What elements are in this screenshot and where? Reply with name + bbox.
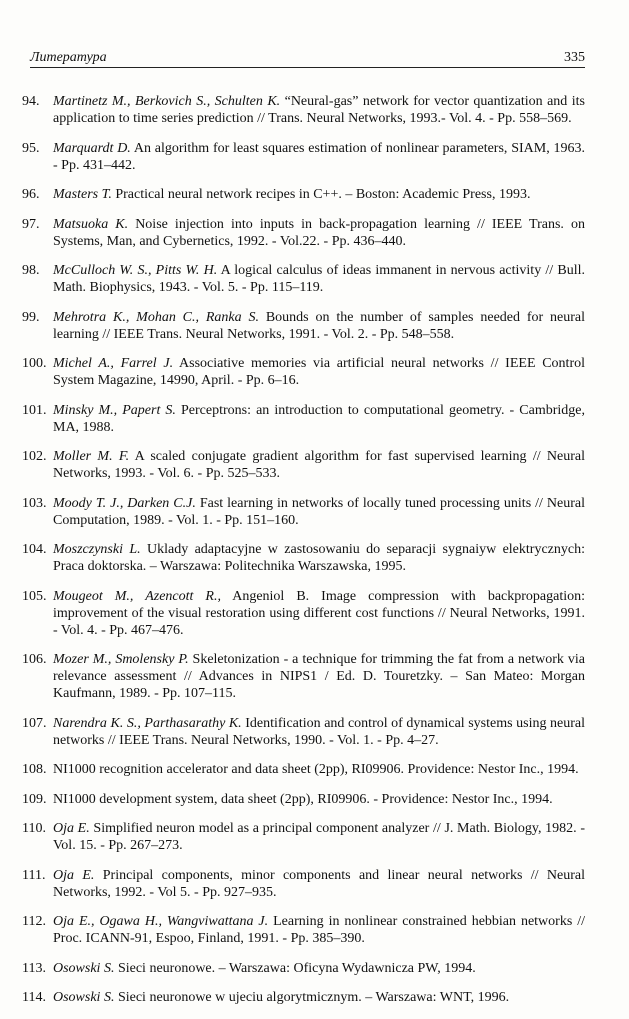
- reference-authors: Osowski S.: [53, 960, 115, 976]
- reference-text: [53, 495, 585, 529]
- reference-number: 109.: [22, 791, 47, 807]
- reference-text: [53, 262, 585, 296]
- reference-number: 104.: [22, 542, 47, 557]
- reference-text: [53, 867, 585, 901]
- reference-item: [22, 262, 585, 296]
- reference-item: [22, 402, 585, 436]
- reference-number: 99.: [22, 309, 40, 325]
- reference-text: [53, 651, 585, 702]
- reference-description: Angeniol B. Image compression with backpropagation: improvement of the visual restoration using different cost functions // Neural Networks, 1991. - Vol. 4. - Pp. 467–476.: [53, 588, 586, 638]
- reference-text: [53, 820, 585, 854]
- reference-description: Learning in nonlinear constrained hebbian networks // Proc. ICANN-91, Espoo, Finland, 1991. - Pp. 385–390.: [53, 914, 586, 946]
- reference-item: [22, 309, 585, 343]
- reference-item: [22, 448, 585, 482]
- reference-description: A scaled conjugate gradient algorithm for fast supervised learning // Neural Networks, 1993. - Vol. 6. - Pp. 525–533.: [53, 449, 585, 481]
- reference-text: [53, 140, 585, 174]
- reference-authors: Mougeot M., Azencott R.,: [53, 588, 221, 604]
- reference-item: [22, 867, 585, 901]
- reference-authors: Oja E., Ogawa H., Wangviwattana J.: [53, 914, 269, 929]
- reference-text: [53, 93, 585, 127]
- reference-number: 103.: [22, 495, 47, 511]
- reference-item: [22, 93, 585, 127]
- reference-description: Noise injection into inputs in back-propagation learning // IEEE Trans. on Systems, Man, and Cybernetics, 1992. - Vol.22. - Pp. 436–440.: [53, 216, 585, 249]
- reference-number: 112.: [22, 914, 46, 929]
- reference-description: Associative memories via artificial neural networks // IEEE Control System Magazine, 14990, April. - Pp. 6–16.: [53, 356, 585, 388]
- reference-item: [22, 791, 585, 808]
- reference-number: 107.: [22, 715, 47, 731]
- reference-description: NI1000 development system, data sheet (2pp), RI09906. - Providence: Nestor Inc., 1994.: [53, 791, 553, 807]
- reference-number: 97.: [22, 216, 40, 232]
- reference-number: 95.: [22, 140, 40, 156]
- reference-item: [22, 651, 585, 702]
- reference-number: 96.: [22, 187, 40, 202]
- running-title: Литература: [30, 50, 107, 65]
- reference-authors: Moller M. F.: [53, 449, 130, 464]
- reference-text: [53, 913, 585, 947]
- reference-number: 94.: [22, 94, 40, 109]
- reference-item: [22, 541, 585, 575]
- reference-item: [22, 761, 585, 778]
- reference-description: Principal components, minor components and linear neural networks // Neural Networks, 1992. - Vol 5. - Pp. 927–935.: [53, 867, 585, 900]
- reference-text: [53, 715, 585, 749]
- reference-number: 98.: [22, 263, 40, 278]
- reference-item: [22, 960, 585, 977]
- reference-item: [22, 820, 585, 854]
- reference-item: [22, 495, 585, 529]
- reference-authors: Marquardt D.: [53, 140, 131, 156]
- reference-number: 105.: [22, 588, 47, 604]
- page-header: [30, 50, 585, 68]
- reference-item: [22, 355, 585, 389]
- reference-item: [22, 216, 585, 250]
- reference-text: [53, 541, 585, 575]
- reference-number: 106.: [22, 652, 47, 667]
- reference-item: [22, 913, 585, 947]
- reference-authors: Moody T. J., Darken C.J.: [53, 495, 196, 511]
- reference-description: Identification and control of dynamical systems using neural networks // IEEE Trans. Neural Networks, 1990. - Vol. 1. - Pp. 4–27.: [53, 715, 585, 748]
- reference-description: Bounds on the number of samples needed for neural learning // IEEE Trans. Neural Networks, 1991. - Vol. 2. - Pp. 548–558.: [53, 309, 586, 342]
- reference-description: Skeletonization - a technique for trimming the fat from a network via relevance assessment // Advances in NIPS1 / Ed. D. Touretzky. – San Mateo: Morgan Kaufmann, 1989. - Pp. 107–115.: [53, 652, 585, 701]
- reference-description: Fast learning in networks of locally tuned processing units // Neural Computation, 1989. - Vol. 1. - Pp. 151–160.: [53, 495, 585, 528]
- reference-text: [53, 355, 585, 389]
- reference-description: Perceptrons: an introduction to computational geometry. - Cambridge, MA, 1988.: [53, 402, 585, 435]
- reference-number: 102.: [22, 449, 47, 464]
- reference-authors: Michel A., Farrel J.: [53, 356, 174, 371]
- reference-authors: Martinetz M., Berkovich S., Schulten K.: [53, 94, 281, 109]
- reference-item: [22, 715, 585, 749]
- reference-text: [53, 791, 585, 808]
- reference-authors: Mozer M., Smolensky P.: [53, 652, 189, 667]
- reference-item: [22, 989, 585, 1006]
- reference-text: [53, 448, 585, 482]
- reference-authors: Masters T.: [53, 187, 112, 202]
- reference-item: [22, 140, 585, 174]
- reference-authors: Oja E.: [53, 821, 90, 836]
- reference-description: Sieci neuronowe w ujeciu algorytmicznym. – Warszawa: WNT, 1996.: [114, 990, 510, 1005]
- reference-text: [53, 402, 585, 436]
- reference-item: [22, 186, 585, 203]
- reference-description: Uklady adaptacyjne w zastosowaniu do separacji sygnaiyw elektrycznych: Praca doktorska. – Warszawa: Politechnika Warszawska, 1995.: [53, 542, 585, 574]
- reference-description: An algorithm for least squares estimation of nonlinear parameters, SIAM, 1963. - Pp. 431–442.: [53, 140, 585, 173]
- reference-authors: Moszczynski L.: [53, 542, 141, 557]
- reference-authors: Matsuoka K.: [53, 216, 129, 232]
- reference-text: [53, 989, 585, 1006]
- page-number: 335: [564, 50, 585, 65]
- reference-number: 101.: [22, 402, 47, 418]
- reference-description: “Neural-gas” network for vector quantization and its application to time series prediction // Trans. Neural Networks, 1993.- Vol. 4. - Pp. 558–569.: [53, 94, 585, 126]
- reference-item: [22, 588, 585, 639]
- reference-description: Practical neural network recipes in C++. – Boston: Academic Press, 1993.: [111, 187, 531, 202]
- reference-text: [53, 960, 585, 977]
- reference-authors: Osowski S.: [53, 990, 115, 1005]
- reference-number: 110.: [22, 821, 46, 836]
- reference-list: [22, 93, 585, 1019]
- reference-description: Sieci neuronowe. – Warszawa: Oficyna Wydawnicza PW, 1994.: [114, 960, 476, 976]
- reference-text: [53, 309, 585, 343]
- reference-text: [53, 216, 585, 250]
- reference-description: Simplified neuron model as a principal component analyzer // J. Math. Biology, 1982. - Vol. 15. - Pp. 267–273.: [53, 821, 585, 853]
- reference-authors: Oja E.: [53, 867, 95, 883]
- reference-text: [53, 588, 585, 639]
- reference-text: [53, 761, 585, 778]
- reference-number: 111.: [22, 867, 46, 883]
- reference-authors: Minsky M., Papert S.: [53, 402, 176, 418]
- reference-authors: Mehrotra K., Mohan C., Ranka S.: [53, 309, 259, 325]
- reference-authors: McCulloch W. S., Pitts W. H.: [53, 263, 218, 278]
- reference-authors: Narendra K. S., Parthasarathy K.: [53, 715, 242, 731]
- reference-number: 114.: [22, 990, 46, 1005]
- reference-number: 100.: [22, 356, 47, 371]
- reference-text: [53, 186, 585, 203]
- reference-description: NI1000 recognition accelerator and data sheet (2pp), RI09906. Providence: Nestor Inc., 1994.: [53, 762, 579, 777]
- reference-description: A logical calculus of ideas immanent in nervous activity // Bull. Math. Biophysics, 1943. - Vol. 5. - Pp. 115–119.: [53, 263, 585, 295]
- reference-number: 108.: [22, 762, 47, 777]
- reference-number: 113.: [22, 960, 46, 976]
